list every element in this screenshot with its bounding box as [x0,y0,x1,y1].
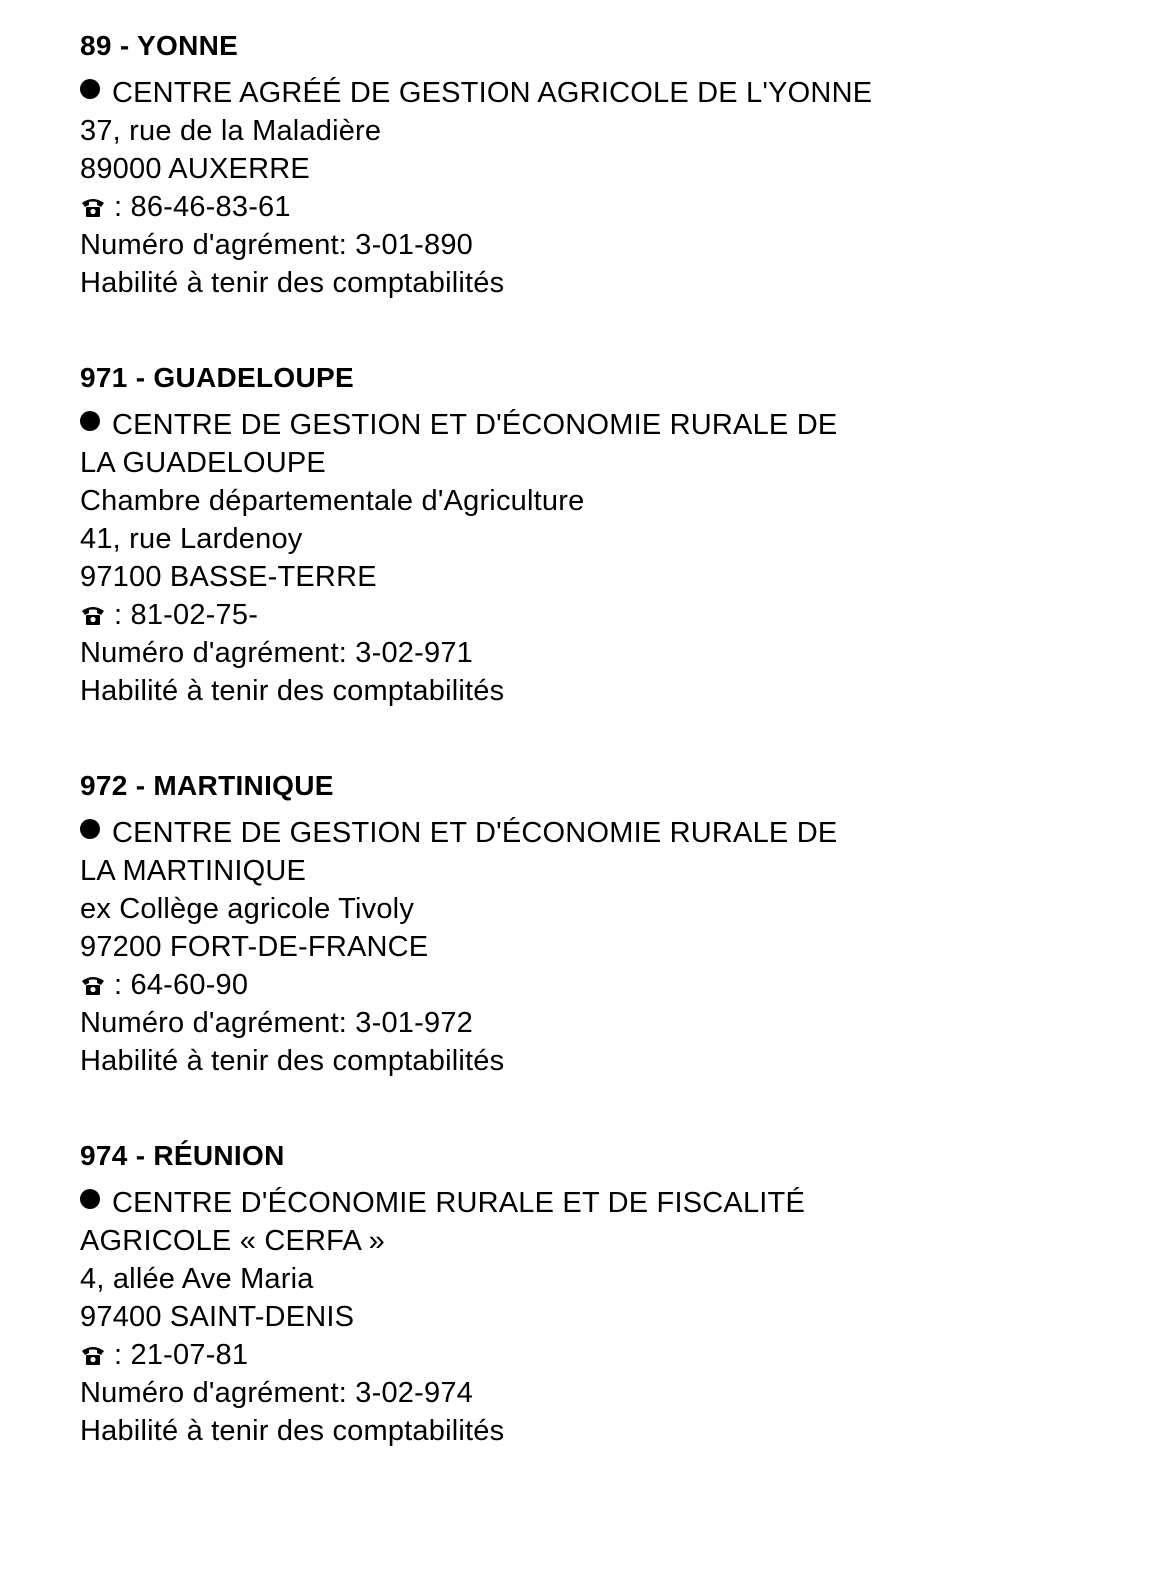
centre-name: CENTRE DE GESTION ET D'ÉCONOMIE RURALE DE [112,409,838,441]
phone-line [80,966,1080,1004]
address-line: 4, allée Ave Maria [80,1263,314,1295]
centre-name-continued: LA GUADELOUPE [80,447,326,479]
agrement-number: Numéro d'agrément: 3-02-974 [80,1377,473,1409]
centre-name: CENTRE DE GESTION ET D'ÉCONOMIE RURALE DE [112,817,838,849]
address-line: Chambre départementale d'Agriculture [80,485,585,517]
bullet-dot-icon [80,411,100,431]
centre-name-line [80,1184,1080,1222]
agrement-number: Numéro d'agrément: 3-02-971 [80,637,473,669]
centre-name-line [80,74,1080,112]
section-martinique [80,768,1080,1080]
centre-name-line [80,814,1080,852]
agrement-number: Numéro d'agrément: 3-01-972 [80,1007,473,1039]
centre-name-line [80,406,1080,444]
phone-number: : 21-07-81 [114,1339,249,1371]
habilite-text: Habilité à tenir des comptabilités [80,1045,505,1077]
section-title: 971 - GUADELOUPE [80,362,354,393]
phone-number: : 64-60-90 [114,969,249,1001]
address-line: 97100 BASSE-TERRE [80,561,377,593]
telephone-icon [80,604,106,626]
document-page [80,28,1080,1508]
phone-line [80,596,1080,634]
section-guadeloupe [80,360,1080,710]
address-line: 37, rue de la Maladière [80,115,382,147]
address-line: 41, rue Lardenoy [80,523,303,555]
telephone-icon [80,1344,106,1366]
section-title: 972 - MARTINIQUE [80,770,334,801]
section-title: 974 - RÉUNION [80,1140,285,1171]
section-yonne [80,28,1080,302]
address-line: 97400 SAINT-DENIS [80,1301,355,1333]
habilite-text: Habilité à tenir des comptabilités [80,267,505,299]
agrement-number: Numéro d'agrément: 3-01-890 [80,229,473,261]
address-line: 89000 AUXERRE [80,153,310,185]
phone-line [80,1336,1080,1374]
section-reunion [80,1138,1080,1450]
centre-name: CENTRE AGRÉÉ DE GESTION AGRICOLE DE L'YONNE [112,77,873,109]
section-title: 89 - YONNE [80,30,239,61]
phone-line [80,188,1080,226]
telephone-icon [80,196,106,218]
centre-name-continued: LA MARTINIQUE [80,855,307,887]
address-line: ex Collège agricole Tivoly [80,893,415,925]
bullet-dot-icon [80,1189,100,1209]
centre-name: CENTRE D'ÉCONOMIE RURALE ET DE FISCALITÉ [112,1187,805,1219]
bullet-dot-icon [80,79,100,99]
bullet-dot-icon [80,819,100,839]
centre-name-continued: AGRICOLE « CERFA » [80,1225,385,1257]
telephone-icon [80,974,106,996]
habilite-text: Habilité à tenir des comptabilités [80,1415,505,1447]
address-line: 97200 FORT-DE-FRANCE [80,931,429,963]
phone-number: : 86-46-83-61 [114,191,291,223]
habilite-text: Habilité à tenir des comptabilités [80,675,505,707]
phone-number: : 81-02-75- [114,599,259,631]
